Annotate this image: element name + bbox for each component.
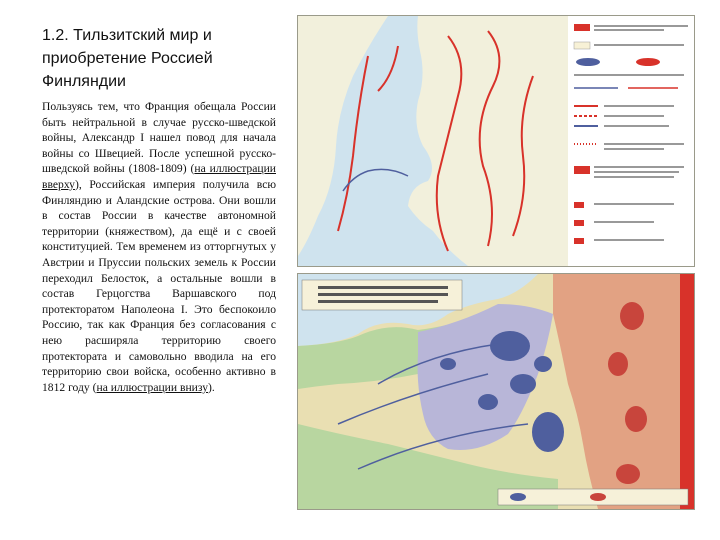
legend-text-13 [594,203,674,205]
legend-text-11 [604,143,684,145]
napoleon-1812-deployment-map [297,273,695,510]
russian-army-group-2 [608,352,628,376]
french-army-group-4 [532,412,564,452]
map-title-line-2 [318,293,448,296]
legend-swatch-4 [636,58,660,66]
legend-swatch-1 [574,24,590,31]
russian-army-group-4 [616,464,640,484]
slide-title: 1.2. Тильзитский мир и приобретение Россией Финляндии [42,27,213,90]
legend-text-10 [604,125,669,127]
french-army-group-3 [478,394,498,410]
paragraph-text-3: ). [208,380,215,394]
link-illustration-bottom[interactable]: на иллюстрации внизу [96,380,208,394]
paragraph-text-2: ), Российская империя получила всю Финляндию и Аландские острова. Они вошли в состав России в качестве автономной территории (княжеством), да ещё и с своей конституцией. Тем временем из отторгнутых у Австрии и Пруссии польских земель к России переходил Белосток, а остальные вошли в состав Герцогства Варшавского под протекторатом Наполеона I. Это беспокоило Россию, так как Франция без согласования с нею расширяла территорию своего протектората и самовольно вводила на его территорию свои войска, особенно активно в 1812 году ( [42,177,276,394]
legend-swatch-15 [574,238,584,244]
french-army-group-5 [534,356,552,372]
legend-text-1 [594,25,688,27]
french-army-group-6 [440,358,456,370]
legend-text-2 [594,44,684,46]
legend-text-1b [594,29,664,31]
legend-text-14 [594,221,654,223]
russo-swedish-war-map [297,15,695,267]
map-title-line-3 [318,300,438,303]
legend-swatch-13 [574,202,584,208]
legend-swatch-12 [574,166,590,174]
legend-swatch-14 [574,220,584,226]
legend-swatch-2 [574,42,590,49]
legend-text-5 [574,74,684,76]
legend-text-12c [594,176,674,178]
russian-army-group-1 [620,302,644,330]
legend-text-8 [604,105,674,107]
russian-empire-border-band [680,274,694,509]
napoleon-1812-deployment-map-drawing [298,274,694,509]
legend-text-9 [604,115,664,117]
legend-text-15 [594,239,664,241]
body-paragraph [42,99,276,395]
legend-text-11b [604,148,664,150]
legend-swatch-3 [576,58,600,66]
russo-swedish-war-map-drawing [298,16,694,266]
legend-text-12 [594,166,684,168]
map-legend-panel [568,16,694,266]
map-title-line-1 [318,286,448,289]
french-army-group-2 [510,374,536,394]
russian-army-group-3 [625,406,647,432]
finland-landmass [408,16,568,266]
legend-russian-swatch [590,493,606,501]
paragraph-text-1: Пользуясь тем, что Франция обещала России быть нейтральной в случае русско-шведской войны, Александр I нашел повод для начала войны со Швецией. После успешной русско-шведской войны (1808-1809) ( [42,100,276,176]
legend-text-12b [594,171,679,173]
french-army-group-1 [490,331,530,361]
legend-french-swatch [510,493,526,501]
link-illustration-top[interactable]: на иллюстрации вверху [42,162,276,191]
